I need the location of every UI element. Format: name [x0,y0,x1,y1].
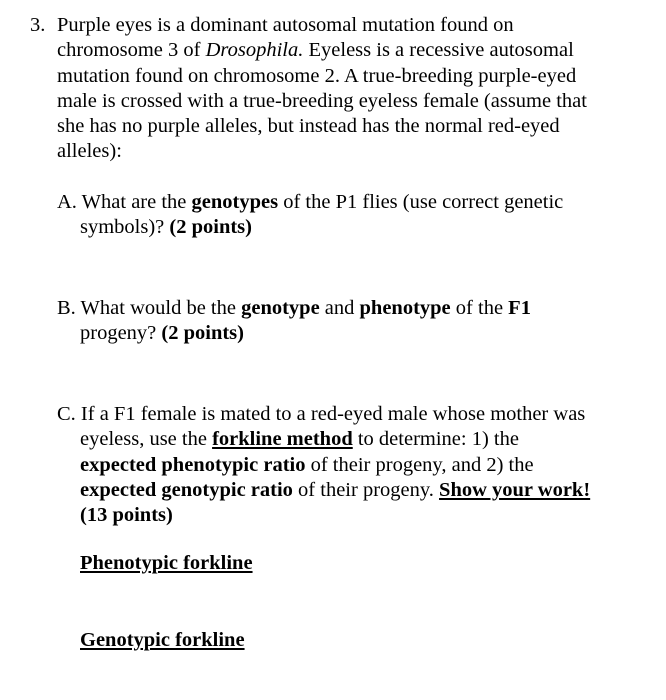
stem-line-3: mutation found on chromosome 2. A true-breeding purple-eyed [57,64,577,87]
part-b-line-2 [57,321,657,346]
phenotypic-forkline-heading: Phenotypic forkline [80,552,253,574]
part-c-line-2 [57,427,657,452]
part-c-eyeless: eyeless, use the [80,428,213,451]
stem-line-6: alleles): [57,140,122,163]
part-b [57,296,657,347]
question-number: 3. [30,14,46,36]
part-c [57,402,657,528]
part-a-line-2 [57,215,657,240]
part-a-line-1 [57,190,657,215]
species-name: Drosophila. [205,39,304,62]
part-c-line-5 [57,503,657,528]
part-c-line-1: C. If a F1 female is mated to a red-eyed male whose mother was [57,403,586,425]
part-c-determine: to determine: 1) the [352,428,519,451]
part-b-progeny: progeny? [80,322,162,345]
part-a [57,190,657,241]
question-stem [57,13,647,165]
part-b-of: of the [450,297,509,319]
genotypic-forkline-heading: Genotypic forkline [80,629,245,651]
show-your-work: Show your work! [439,478,591,501]
stem-line-2-b: Eyeless is a recessive autosomal [303,39,574,62]
part-c-line-4-rest: of their progeny. [292,478,440,501]
stem-line-2 [57,38,647,63]
part-a-symbols: symbols)? [80,216,170,239]
stem-line-5: she has no purple alleles, but instead has the normal red-eyed [57,115,560,138]
part-b-line-1 [57,296,657,321]
expected-genotypic-ratio: expected genotypic ratio [80,478,293,501]
part-c-line-4 [57,478,657,503]
part-c-line-3-rest: of their progeny, and 2) the [305,453,534,476]
part-a-points: (2 points) [169,216,252,239]
question-3 [30,13,650,165]
stem-line-2-a: chromosome 3 of [57,39,206,62]
stem-line-4: male is crossed with a true-breeding eyeless female (assume that [57,89,587,112]
forkline-method: forkline method [212,428,353,451]
part-b-and: and [319,297,360,319]
part-b-f1: F1 [508,297,531,319]
part-b-genotype: genotype [241,297,320,319]
expected-phenotypic-ratio: expected phenotypic ratio [80,453,306,476]
part-c-points: (13 points) [80,504,173,527]
part-a-label: A. What are the [57,191,192,213]
part-b-phenotype: phenotype [359,297,451,319]
part-c-line-3 [57,453,657,478]
part-b-points: (2 points) [161,322,244,345]
part-a-genotypes: genotypes [191,191,279,213]
stem-line-1: Purple eyes is a dominant autosomal mutation found on [57,14,514,36]
part-b-label: B. What would be the [57,297,242,319]
part-a-rest: of the P1 flies (use correct genetic [278,191,564,213]
